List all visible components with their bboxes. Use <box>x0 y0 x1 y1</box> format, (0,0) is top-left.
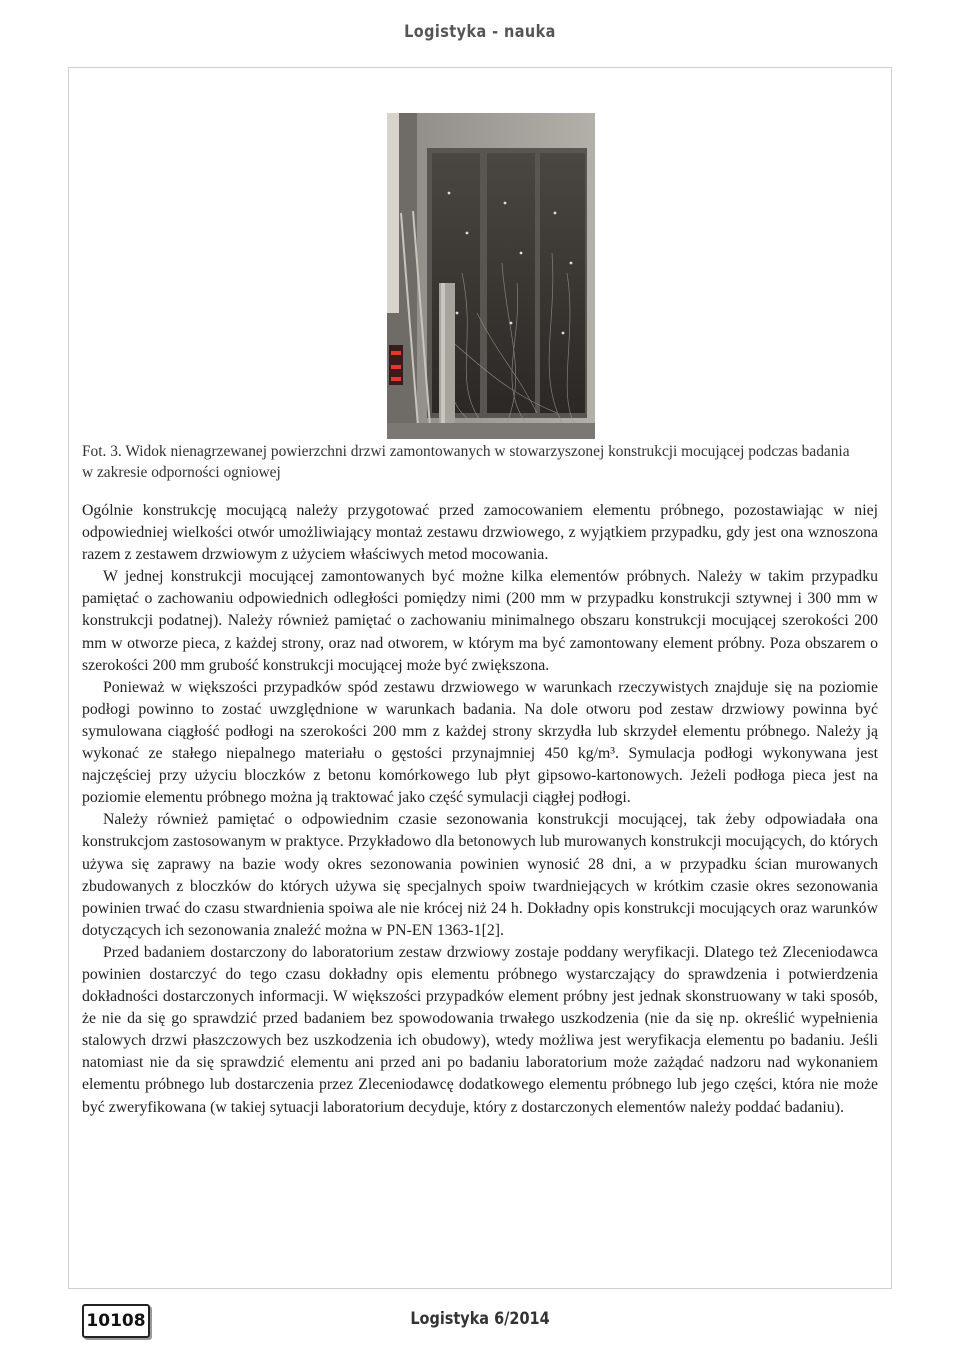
paragraph-4: Należy również pamiętać o odpowiednim czasie sezonowania konstrukcji mocującej, tak żeby odpowiadała ona konstrukcjom zastosowanym w praktyce. Przykładowo dla betonowych lub murowanych konstrukcji mocujących, do których używa się zaprawy na bazie wody okres sezonowania powinien wynosić 28 dni, a w przypadku ścian murowanych zbudowanych z bloczków do których używa się specjalnych spoiw twardniejących w krótkim czasie okres sezonowania powinien trwać do czasu stwardnienia spoiwa ale nie krócej niż 24 h. Dokładny opis konstrukcji mocujących oraz warunków dotyczących ich sezonowania znaleźć można w PN-EN 1363-1[2]. <box>82 811 878 939</box>
figure-caption <box>82 441 862 483</box>
paragraph-2: W jednej konstrukcji mocującej zamontowanych być możne kilka elementów próbnych. Należy w takim przypadku pamiętać o zachowaniu odpowiednich odległości pomiędzy nimi (200 mm w przypadku konstrukcji sztywnej i 300 mm w konstrukcji podatnej). Należy również pamiętać o zachowaniu minimalnego obszaru konstrukcji mocującej szerokości 200 mm w otworze pieca, z każdej strony, oraz nad otworem, w którym ma być zamontowany element próbny. Poza obszarem o szerokości 200 mm grubość konstrukcji mocującej może być zwiększona. <box>82 568 878 674</box>
figure-photo <box>387 113 595 439</box>
paragraph-5: Przed badaniem dostarczony do laboratorium zestaw drzwiowy zostaje poddany weryfikacji. Dlatego też Zleceniodawca powinien dostarczyć do tego czasu dokładny opis elementu próbnego wystarczający do sprawdzenia i potwierdzenia dokładności dostarczonych informacji. W większości przypadków element próbny jest jednak skonstruowany w taki sposób, że nie da się go sprawdzić przed badaniem bez spowodowania trwałego uszkodzenia (nie da się np. określić wypełnienia stalowych drzwi płaszczowych bez uszkodzenia ich obudowy), wtedy możliwa jest weryfikacja elementu po badaniu. Jeśli natomiast nie da się sprawdzić elementu ani przed ani po badaniu laboratorium może zażądać nadzoru nad wykonaniem elementu próbnego lub dostarczenia przez Zleceniodawcę dodatkowego elementu próbnego lub jego części, która nie może być zweryfikowana (w takiej sytuacji laboratorium decyduje, który z dostarczonych elementów należy poddać badaniu). <box>82 943 878 1116</box>
article-body <box>82 500 878 1119</box>
page-number: 10108 <box>82 1304 150 1338</box>
figure-label: Fot. 3. <box>82 443 122 460</box>
running-header: Logistyka - nauka <box>404 22 556 42</box>
paragraph-1: Ogólnie konstrukcję mocującą należy przygotować przed zamocowaniem elementu próbnego, pozostawiając w niej odpowiedniej wielkości otwór umożliwiający montaż zestawu drzwiowego, z wyjątkiem przypadku, gdy jest ona wznoszona razem z zestawem drzwiowym z użyciem właściwych metod mocowania. <box>82 502 878 564</box>
journal-issue: Logistyka 6/2014 <box>410 1309 550 1329</box>
figure-caption-text: Widok nienagrzewanej powierzchni drzwi zamontowanych w stowarzyszonej konstrukcji mocującej podczas badania w zakresie odporności ogniowej <box>82 443 850 481</box>
paragraph-3: Ponieważ w większości przypadków spód zestawu drzwiowego w warunkach rzeczywistych znajduje się na poziomie podłogi powinno to zostać uwzględnione w warunkach badania. Na dole otworu pod zestaw drzwiowy powinna być symulowana ciągłość podłogi na szerokości 200 mm z każdej strony skrzydła lub skrzydeł elementu próbnego. Należy ją wykonać ze stałego niepalnego materiału o gęstości przynajmniej 450 kg/m³. Symulacja podłogi wykonywana jest najczęściej przy użyciu bloczków z betonu komórkowego lub płyt gipsowo-kartonowych. Jeżeli podłoga pieca jest na poziomie elementu próbnego można ją traktować jako część symulacji ciągłej podłogi. <box>82 678 878 807</box>
